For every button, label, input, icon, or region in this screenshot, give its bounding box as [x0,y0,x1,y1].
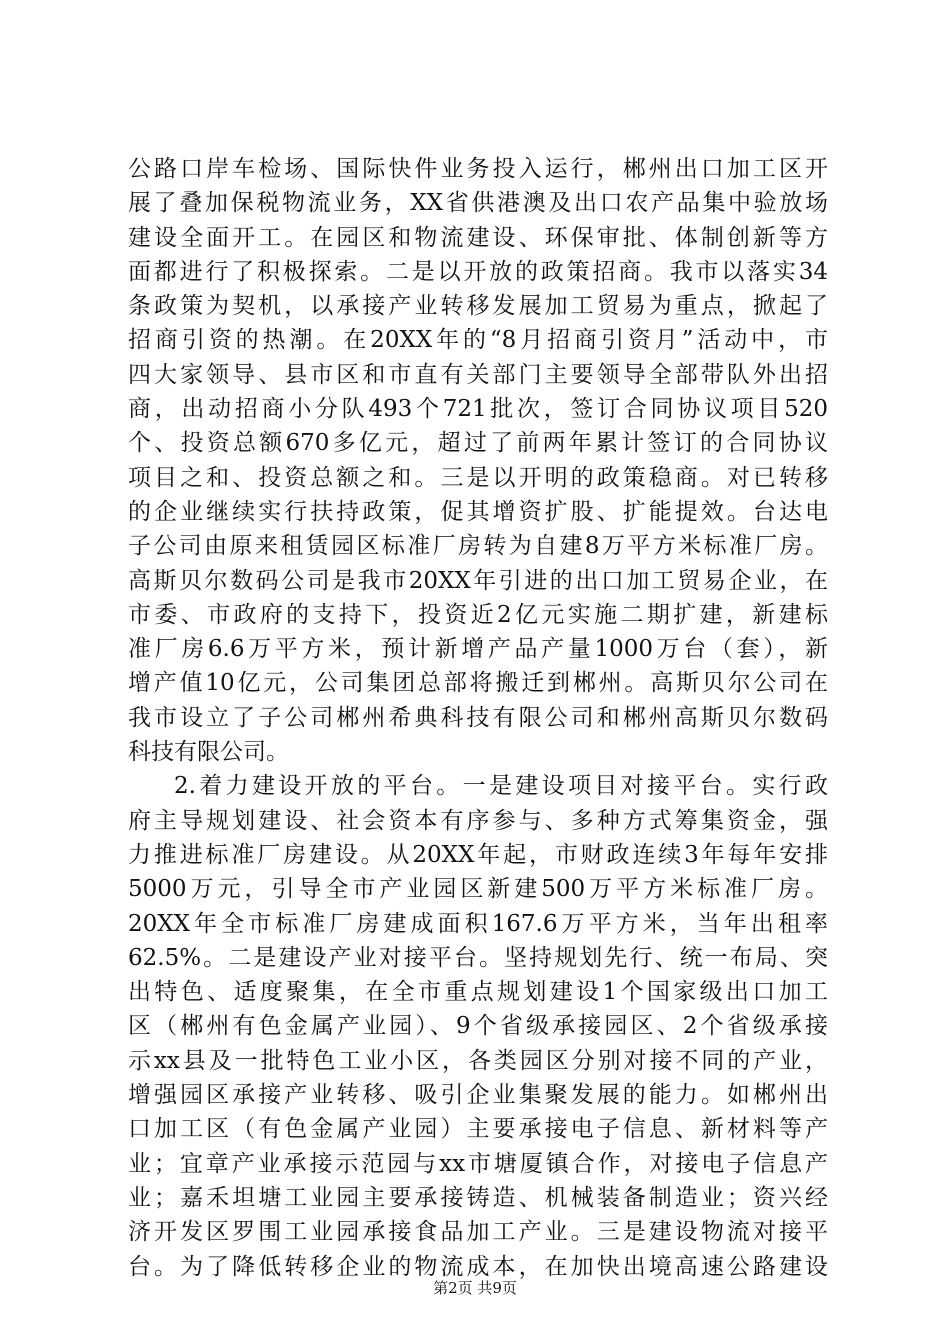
text-line: 科技有限公司。 [128,739,289,766]
text-line: 我市设立了子公司郴州希典科技有限公司和郴州高斯贝尔数码 [128,704,828,731]
text-line: 增产值10亿元，公司集团总部将搬迁到郴州。高斯贝尔公司在 [128,670,828,697]
text-line: 府主导规划建设、社会资本有序参与、多种方式筹集资金，强 [128,807,828,834]
text-line: 62.5%。二是建设产业对接平台。坚持规划先行、统一布局、突 [128,944,828,971]
text-line: 子公司由原来租赁园区标准厂房转为自建8万平方米标准厂房。 [128,533,828,560]
text-line: 市委、市政府的支持下，投资近2亿元实施二期扩建，新建标 [128,601,828,628]
paragraph-1 [128,152,828,769]
text-line: 准厂房6.6万平方米，预计新增产品产量1000万台（套），新 [128,636,828,663]
text-line: 济开发区罗围工业园承接食品加工产业。三是建设物流对接平 [128,1219,828,1246]
text-line: 的企业继续实行扶持政策，促其增资扩股、扩能提效。台达电 [128,498,828,525]
text-line: 业；嘉禾坦塘工业园主要承接铸造、机械装备制造业；资兴经 [128,1184,828,1211]
text-line: 示xx县及一批特色工业小区，各类园区分别对接不同的产业， [128,1047,828,1074]
text-line: 区（郴州有色金属产业园）、9个省级承接园区、2个省级承接 [128,1013,828,1040]
text-line: 面都进行了积极探索。二是以开放的政策招商。我市以落实34 [128,258,828,285]
text-line: 20XX年全市标准厂房建成面积167.6万平方米，当年出租率 [128,910,828,937]
text-line: 建设全面开工。在园区和物流建设、环保审批、体制创新等方 [128,224,828,251]
text-line: 业；宜章产业承接示范园与xx市塘厦镇合作，对接电子信息产 [128,1150,828,1177]
text-line: 个、投资总额670多亿元，超过了前两年累计签订的合同协议 [128,430,828,457]
text-line: 台。为了降低转移企业的物流成本，在加快出境高速公路建设 [128,1253,828,1280]
text-line: 展了叠加保税物流业务，XX省供港澳及出口农产品集中验放场 [128,190,828,217]
paragraph-2 [128,769,828,1283]
text-line: 出特色、适度聚集，在全市重点规划建设1个国家级出口加工 [128,979,828,1006]
text-line: 商，出动招商小分队493个721批次，签订合同协议项目520 [128,396,828,423]
text-line: 高斯贝尔数码公司是我市20XX年引进的出口加工贸易企业，在 [128,567,828,594]
text-line: 招商引资的热潮。在20XX年的“8月招商引资月”活动中，市 [128,327,828,354]
text-line: 5000万元，引导全市产业园区新建500万平方米标准厂房。 [128,876,828,903]
document-body [128,152,828,1284]
text-line: 2.着力建设开放的平台。一是建设项目对接平台。实行政 [174,773,828,800]
text-line: 力推进标准厂房建设。从20XX年起，市财政连续3年每年安排 [128,841,828,868]
text-line: 增强园区承接产业转移、吸引企业集聚发展的能力。如郴州出 [128,1082,828,1109]
text-line: 四大家领导、县市区和市直有关部门主要领导全部带队外出招 [128,361,828,388]
page-number-footer: 第2页 共9页 [433,1279,517,1297]
text-line: 条政策为契机，以承接产业转移发展加工贸易为重点，掀起了 [128,293,828,320]
text-line: 公路口岸车检场、国际快件业务投入运行，郴州出口加工区开 [128,156,828,182]
text-line: 项目之和、投资总额之和。三是以开明的政策稳商。对已转移 [128,464,828,491]
text-line: 口加工区（有色金属产业园）主要承接电子信息、新材料等产 [128,1116,828,1143]
